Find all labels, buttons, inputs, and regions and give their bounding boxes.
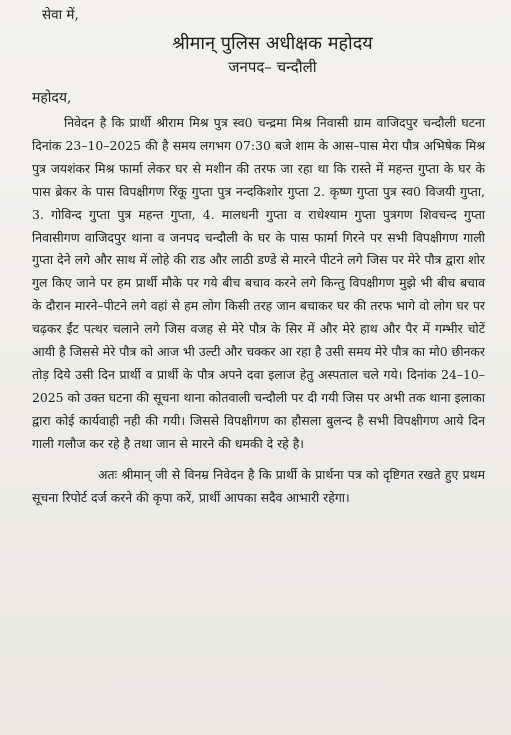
district-line: जनपद– चन्दौली (228, 58, 317, 76)
letter-body: निवेदन है कि प्रार्थी श्रीराम मिश्र पुत्र स्व0 चन्द्रमा मिश्र निवासी ग्राम वाजिदपुर चन्दौली घटना दिनांक 23–10–2025 की है समय लगभग 07:30 बजे शाम के आस–पास मेरा पौत्र अभिषेक मिश्र पुत्र जयशंकर मिश्र फार्मा लेकर घर से मशीन की तरफ जा रहा था कि रास्ते में महन्त गुप्ता के घर के पास ब्रेकर के पास विपक्षीगण रिंकू गुप्ता पुत्र नन्दकिशोर गुप्ता 2. कृष्ण गुप्ता पुत्र स्व0 विजयी गुप्ता, 3. गोविन्द गुप्ता पुत्र महन्त गुप्ता, 4. मालधनी गुप्ता व राधेश्याम गुप्ता पुत्रगण शिवचन्द गुप्ता निवासीगण वाजिदपुर थाना व जनपद चन्दौली के घर के पास फार्मा गिरने पर सभी विपक्षीगण गाली गुप्ता देने लगे और साथ में लोहे की राड और लाठी डण्डे से मारने पीटने लगे जिस पर मेरे पौत्र द्वारा शोर गुल किए जाने पर हम प्रार्थी मौके पर गये बीच बचाव करने लगे किन्तु विपक्षीगण मुझे भी बीच बचाव के दौरान मारने–पीटने लगे वहां से हम लोग किसी तरह जान बचाकर घर की तरफ भागे वो लोग घर पर चढ़कर ईंट पत्थर चलाने लगे जिस वजह से मेरे पौत्र के सिर में और मेरे हाथ और पैर में गम्भीर चोटें आयी है जिससे मेरे पौत्र को आज भी उल्टी और चक्कर आ रहा है उसी समय मेरे पौत्र का मो0 छीनकर तोड़ दिये उसी दिन प्रार्थी व प्रार्थी के पौत्र अपने दवा इलाज हेतु अस्पताल चले गये। दिनांक 24–10–2025 को उक्त घटना की सूचना थाना कोतवाली चन्दौली पर दी गयी जिस पर अभी तक थाना इलाका द्वारा कोई कार्यवाही नही की गयी। जिससे विपक्षीगण का हौसला बुलन्द है सभी विपक्षीगण आये दिन गाली गलौज कर रहे है तथा जान से मारने की धमकी दे रहे है। (32, 115, 485, 451)
recipient-title: श्रीमान् पुलिस अधीक्षक महोदय (172, 33, 373, 54)
greeting: महोदय, (32, 90, 72, 106)
letter-request: अतः श्रीमान् जी से विनम्र निवेदन है कि प्रार्थी के प्रार्थना पत्र को दृष्टिगत रखते हुए प्रथम सूचना रिपोर्ट दर्ज करने की कृपा करें, प्रार्थी आपका सदैव आभारी रहेगा। (32, 466, 485, 505)
salutation-top: सेवा में, (42, 7, 79, 23)
